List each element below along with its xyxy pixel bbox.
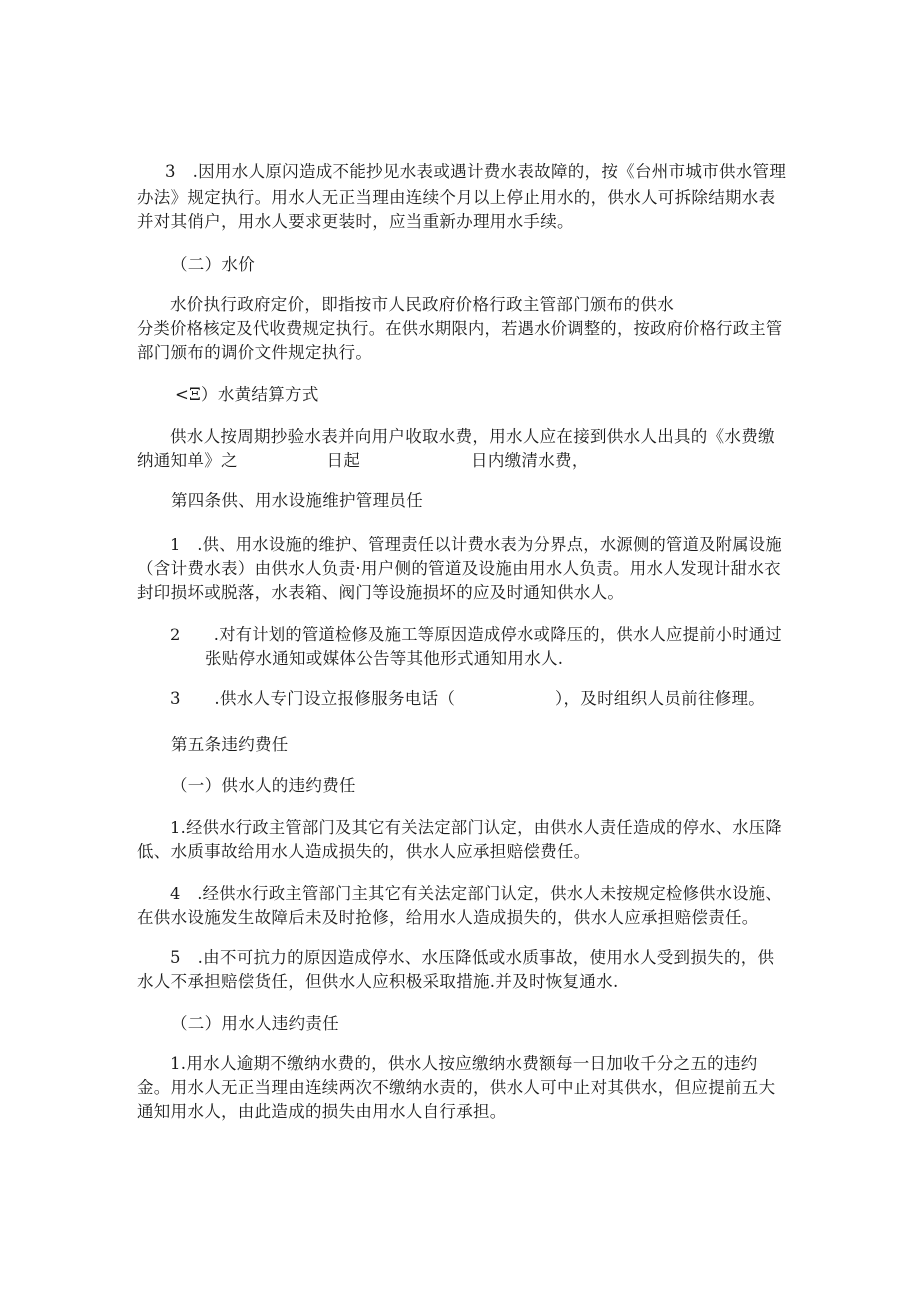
p1-line1: 3 .因用水人原闪造成不能抄见水表或遇计费水表故障的，按《台州市城市供水管理	[165, 162, 787, 181]
p8-line2: 在供水设施发生故障后未及时抢修，给用水人造成损失的，供水人应承担赔偿责任。	[137, 908, 759, 927]
p1-line3: 并对其俏户，用水人要求更装时，应当重新办理用水手续。	[137, 212, 574, 231]
heading-article-5: 第五条违约费任	[171, 735, 289, 754]
p9-line2: 水人不承担赔偿货任，但供水人应积极采取措施.并及时恢复通水.	[137, 972, 619, 991]
heading-settlement: <Ξ）水黄结算方式	[175, 385, 319, 404]
p10-line1: 1.用水人逾期不缴纳水费的，供水人按应缴纳水费额每一日加收千分之五的违约	[170, 1054, 758, 1073]
p5-line1: 2 .对有计划的管道检修及施工等原因造成停水或降压的，供水人应提前小时通过	[170, 625, 782, 644]
heading-user-breach: （二）用水人违约责任	[171, 1014, 339, 1033]
p2-line2: 分类价格核定及代收费规定执行。在供水期限内，若遇水价调整的，按政府价格行政主管	[137, 319, 783, 338]
p9-line1: 5 .由不可抗力的原因造成停水、水压降低或水质事故，使用水人受到损失的，供	[170, 948, 775, 967]
p2-line3: 部门颁布的调价文件规定执行。	[137, 343, 373, 362]
p4-line2: （含计费水表）由供水人负责·用户侧的管道及设施由用水人负责。用水人发现计甜水衣	[137, 559, 781, 578]
p10-line2: 金。用水人无正当理由连续两次不缴纳水责的，供水人可中止对其供水，但应提前五大	[137, 1078, 776, 1097]
p2-line1: 水价执行政府定价，即指按市人民政府价格行政主管部门颁布的供水	[170, 295, 674, 314]
p4-line1: 1 .供、用水设施的维护、管理责任以计费水表为分界点，水源侧的管道及附属设施	[170, 535, 782, 554]
p5-line2: 张贴停水通知或媒体公告等其他形式通知用水人.	[205, 649, 564, 668]
p1-line2: 办法》规定执行。用水人无正当理由连续个月以上停止用水的，供水人可拆除结期水表	[137, 188, 776, 207]
p3-line2: 纳通知单》之 日起 日内缴清水费，	[137, 451, 589, 470]
heading-water-price: （二）水价	[171, 255, 255, 274]
p4-line3: 封印损坏或脱落，水表箱、阀门等设施损坏的应及时通知供水人。	[137, 583, 625, 602]
p8-line1: 4 .经供水行政主管部门主其它有关法定部门认定，供水人未按规定检修供水设施、	[170, 884, 782, 903]
p3-line1: 供水人按周期抄验水表并向用户收取水费，用水人应在接到供水人出具的《水费缴	[170, 427, 775, 446]
p6-line1: 3 .供水人专门设立报修服务电话（ ），及时组织人员前往修理。	[170, 689, 766, 708]
heading-supplier-breach: （一）供水人的违约费任	[171, 776, 356, 795]
p10-line3: 通知用水人，由此造成的损失由用水人自行承担。	[137, 1102, 507, 1121]
p7-line2: 低、水质事故给用水人造成损失的，供水人应承担赔偿费任。	[137, 842, 591, 861]
p7-line1: 1.经供水行政主管部门及其它有关法定部门认定，由供水人责任造成的停水、水压降	[170, 818, 782, 837]
heading-article-4: 第四条供、用水设施维护管理员任	[171, 491, 423, 510]
